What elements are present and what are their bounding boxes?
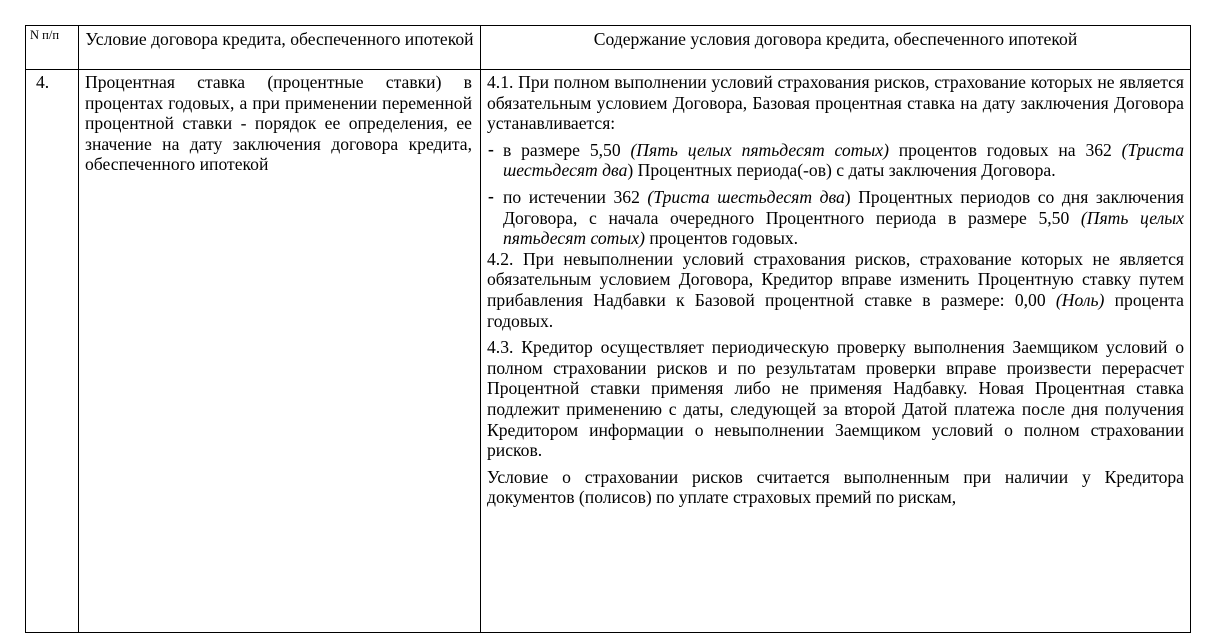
dash-marker: - — [488, 185, 494, 206]
row-content — [481, 70, 1191, 633]
clause-insurance-condition: Условие о страховании рисков считается выполненным при наличии у Кредитора документов (полисов) по уплате страховых премий по рискам, — [487, 466, 1184, 508]
list-item-rate-after: - по истечении 362 (Триста шестьдесят два) Процентных периодов со дня заключения Договора, с начала очередного Процентного периода в размере 5,50 (Пять целых пятьдесят сотых) процентов годовых. — [488, 185, 1184, 249]
list-item-rate-initial: - в размере 5,50 (Пять целых пятьдесят сотых) процентов годовых на 362 (Триста шестьдесят два) Процентных периода(-ов) с даты заключения Договора. — [488, 138, 1184, 181]
clause-4-3: 4.3. Кредитор осуществляет периодическую проверку выполнения Заемщиком условий о полном страховании рисков и по результатам проверки вправе произвести перерасчет Процентной ставки применяя либо не применяя Надбавку. Новая Процентная ставка подлежит применению с даты, следующей за второй Датой платежа после дня получения Кредитором информации о невыполнении Заемщиком условий о полном страховании рисков. — [487, 337, 1184, 461]
clause-4-2: 4.2. При невыполнении условий страхования рисков, страхование которых не является обязательным условием Договора, Кредитор вправе изменить Процентную ставку путем прибавления Надбавки к Базовой процентной ставке в размере: 0,00 (Ноль) процента годовых. — [487, 248, 1184, 331]
header-condition: Условие договора кредита, обеспеченного ипотекой — [79, 26, 481, 70]
header-num: N п/п — [26, 26, 79, 70]
header-content: Содержание условия договора кредита, обеспеченного ипотекой — [481, 26, 1191, 70]
table-header-row — [26, 26, 1191, 70]
clause-4-1: 4.1. При полном выполнении условий страхования рисков, страхование которых не является обязательным условием Договора, Базовая процентная ставка на дату заключения Договора устанавливается: — [487, 72, 1184, 134]
loan-terms-table — [25, 25, 1191, 633]
table-row — [26, 70, 1191, 633]
dash-marker: - — [488, 138, 494, 159]
row-number: 4. — [26, 70, 79, 633]
row-condition: Процентная ставка (процентные ставки) в процентах годовых, а при применении переменной процентной ставки - порядок ее определения, ее значение на дату заключения договора кредита, обеспеченного ипотекой — [79, 70, 481, 633]
